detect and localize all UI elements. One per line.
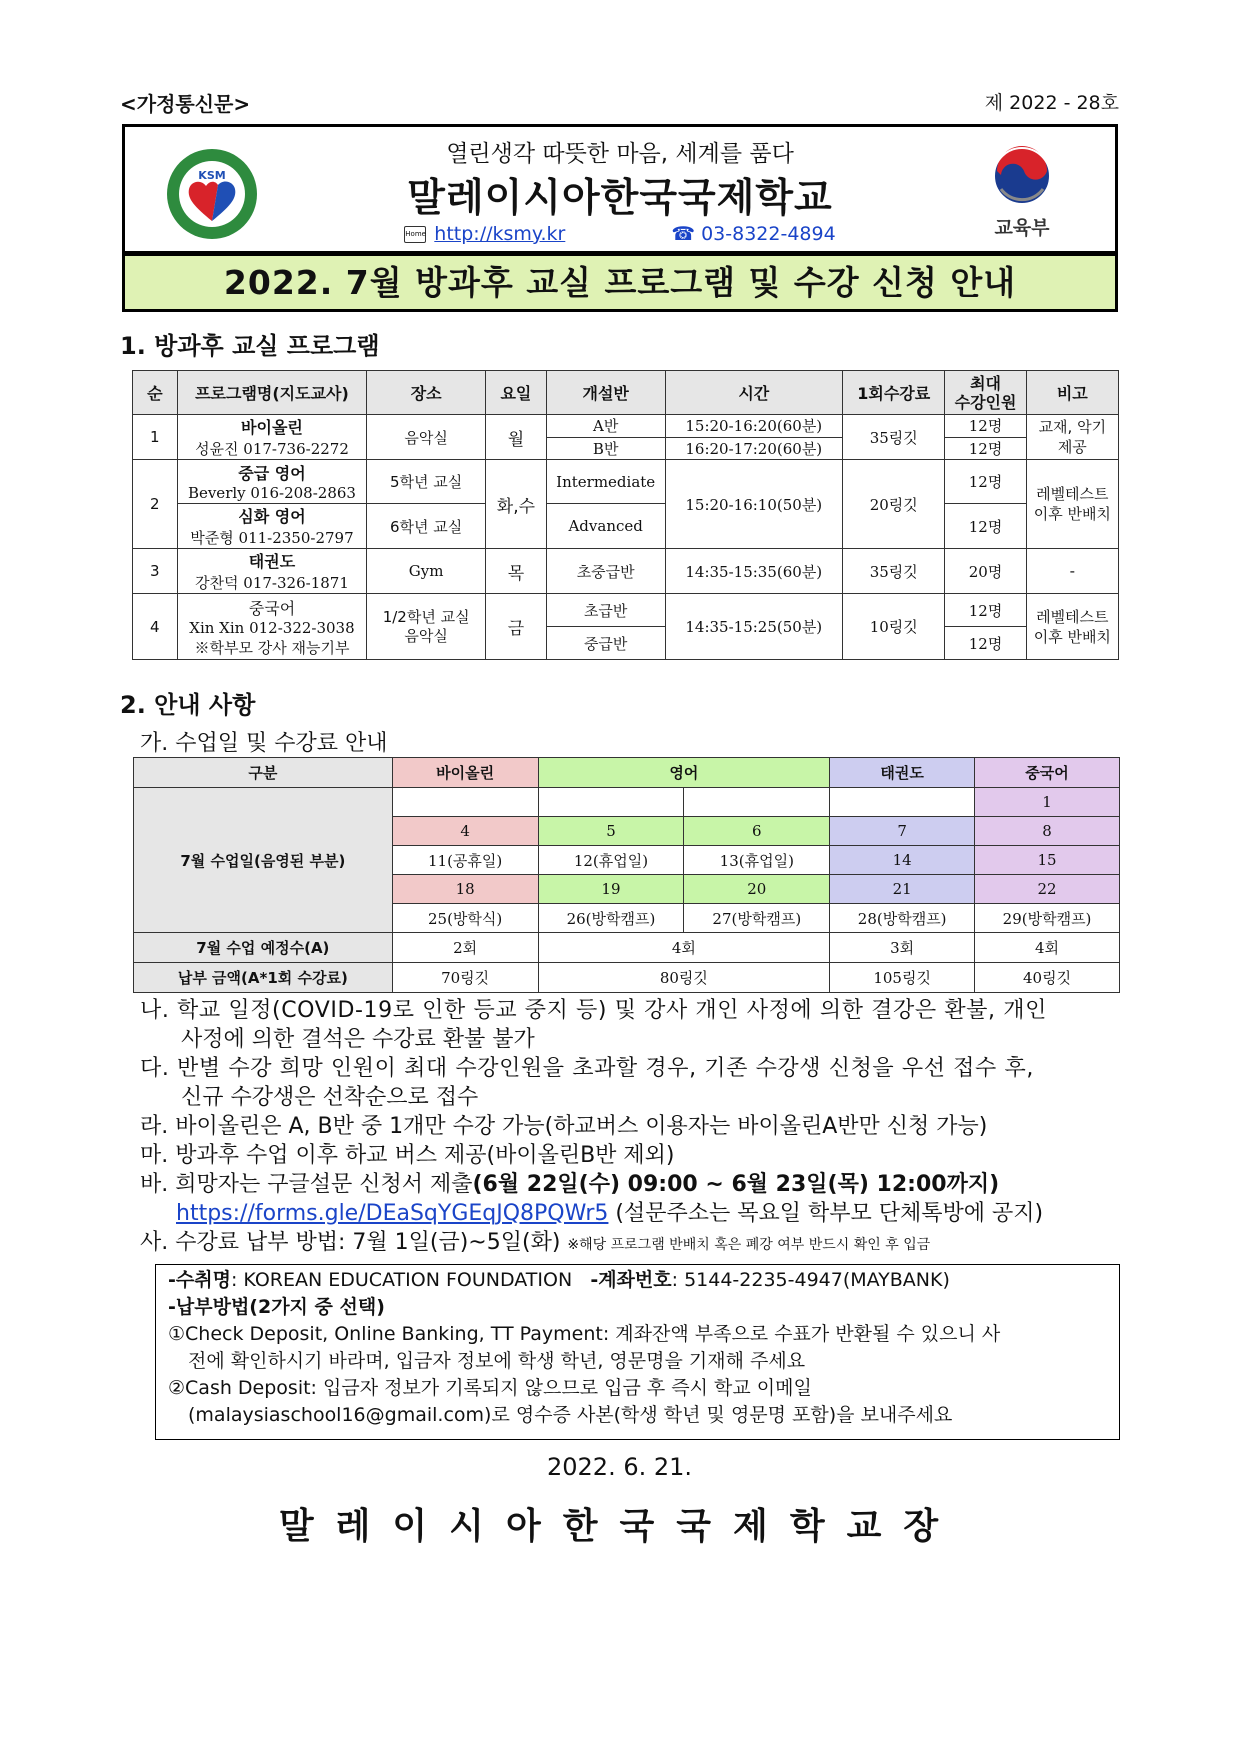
notice-text: 사정에 의한 결석은 수강료 환불 불가: [181, 1027, 535, 1052]
column-header: 프로그램명(지도교사): [177, 371, 367, 415]
notice-da: [140, 1054, 1125, 1112]
date-cell: 11(공휴일): [392, 846, 538, 875]
fee-cell: 20링깃: [843, 460, 945, 549]
date-cell: 5: [538, 817, 684, 846]
taegeuk-icon: [991, 145, 1053, 207]
payment-option-text: ①Check Deposit, Online Banking, TT Payment: 계좌잔액 부족으로 수표가 반환될 수 있으니 사: [168, 1323, 1001, 1345]
payment-info-box: [155, 1264, 1120, 1440]
column-header: 구분: [134, 758, 393, 788]
teacher-contact: Xin Xin 012-322-3038: [189, 618, 355, 637]
count-cell: 4회: [975, 933, 1120, 963]
program-name: 심화 영어: [238, 507, 306, 526]
capacity-cell: 12명: [945, 594, 1026, 627]
place-cell: 음악실: [367, 415, 486, 460]
fee-cell: 80링깃: [538, 963, 830, 993]
date-cell: 1: [975, 788, 1120, 817]
column-header: 순: [133, 371, 178, 415]
schedule-table: [133, 757, 1120, 993]
note-cell: 레벨테스트 이후 반배치: [1026, 460, 1118, 549]
day-cell: 화,수: [485, 460, 546, 549]
notice-sa: [140, 1228, 930, 1260]
payee-label: -수취명: [168, 1269, 231, 1291]
table-row: [134, 963, 1120, 993]
payment-option-text: (malaysiaschool16@gmail.com)로 영수증 사본(학생 학년 및 영문명 포함)을 보내주세요: [188, 1404, 953, 1426]
column-header: 장소: [367, 371, 486, 415]
account-value: : 5144-2235-4947(MAYBANK): [671, 1269, 950, 1291]
table-row: [134, 933, 1120, 963]
count-cell: 2회: [392, 933, 538, 963]
column-header: 태권도: [830, 758, 975, 788]
fee-cell: 10링깃: [843, 594, 945, 660]
class-cell: Advanced: [546, 504, 665, 549]
payee-value: : KOREAN EDUCATION FOUNDATION: [230, 1269, 573, 1291]
class-cell: B반: [546, 437, 665, 460]
program-cell: [177, 549, 367, 594]
row-number: 3: [133, 549, 178, 594]
website-link[interactable]: http://ksmy.kr: [434, 223, 566, 245]
teacher-note: ※학부모 강사 재능기부: [194, 638, 350, 657]
capacity-cell: 12명: [945, 415, 1026, 438]
capacity-cell: 20명: [945, 549, 1026, 594]
date-cell: [392, 788, 538, 817]
capacity-cell: 12명: [945, 627, 1026, 660]
notice-text: (설문주소는 목요일 학부모 단체톡방에 공지): [608, 1201, 1044, 1226]
class-cell: 초급반: [546, 594, 665, 627]
payment-option-text: 전에 확인하시기 바라며, 입금자 정보에 학생 학년, 영문명을 기재해 주세요: [188, 1350, 806, 1372]
notice-text: 신규 수강생은 선착순으로 접수: [181, 1085, 479, 1110]
payment-option-text: ②Cash Deposit: 입금자 정보가 기록되지 않으므로 입금 후 즉시 학교 이메일: [168, 1377, 812, 1399]
teacher-contact: 박준형 011-2350-2797: [190, 529, 354, 547]
teacher-contact: Beverly 016-208-2863: [187, 484, 356, 502]
column-header: 바이올린: [392, 758, 538, 788]
place-cell: 6학년 교실: [367, 504, 486, 549]
school-slogan: 열린생각 따뜻한 마음, 세계를 품다: [446, 141, 794, 167]
notice-ma: 마. 방과후 수업 이후 하교 버스 제공(바이올린B반 제외): [140, 1143, 675, 1168]
program-table: [132, 370, 1119, 660]
program-cell: [177, 504, 367, 549]
notice-text: 바. 희망자는 구글설문 신청서 제출: [140, 1172, 473, 1197]
column-header: 최대 수강인원: [945, 371, 1026, 415]
date-cell: 7: [830, 817, 975, 846]
place-cell: 1/2학년 교실 음악실: [367, 594, 486, 660]
date-cell: 22: [975, 875, 1120, 904]
class-cell: 초중급반: [546, 549, 665, 594]
ministry-logo: [977, 145, 1067, 245]
table-header-row: [134, 758, 1120, 788]
place-cell: Gym: [367, 549, 486, 594]
deadline-text: (6월 22일(수) 09:00 ~ 6월 23일(목) 12:00까지): [472, 1172, 1000, 1197]
fee-cell: 70링깃: [392, 963, 538, 993]
date-cell: 4: [392, 817, 538, 846]
date-cell: 27(방학캠프): [684, 904, 830, 933]
note-cell: 레벨테스트 이후 반배치: [1026, 594, 1118, 660]
date-cell: 25(방학식): [392, 904, 538, 933]
program-cell: [177, 460, 367, 504]
ministry-name: 교육부: [994, 217, 1050, 239]
program-cell: [177, 415, 367, 460]
notice-text: 사. 수강료 납부 방법: 7월 1일(금)~5일(화): [140, 1230, 568, 1255]
capacity-cell: 12명: [945, 437, 1026, 460]
table-header-row: [133, 371, 1119, 415]
date-cell: 26(방학캠프): [538, 904, 684, 933]
row-label: 7월 수업일(음영된 부분): [134, 788, 393, 933]
signer: 말레이시아한국국제학교장: [278, 1506, 961, 1547]
note-cell: 교재, 악기 제공: [1026, 415, 1118, 460]
notice-footnote: ※해당 프로그램 반배치 혹은 폐강 여부 반드시 확인 후 입금: [567, 1237, 931, 1253]
table-row: [133, 460, 1119, 504]
class-cell: A반: [546, 415, 665, 438]
phone-icon: ☎: [671, 223, 696, 245]
survey-link[interactable]: https://forms.gle/DEaSqYGEqJQ8PQWr5: [176, 1201, 609, 1226]
day-cell: 금: [485, 594, 546, 660]
date-cell: 20: [684, 875, 830, 904]
table-row: [134, 788, 1120, 817]
document-title: 2022. 7월 방과후 교실 프로그램 및 수강 신청 안내: [122, 254, 1118, 312]
capacity-cell: 12명: [945, 460, 1026, 504]
notice-ba: [140, 1170, 1043, 1228]
program-cell: [177, 594, 367, 660]
program-name: 중급 영어: [238, 464, 306, 483]
program-name: 중국어: [248, 598, 296, 618]
column-header: 개설반: [546, 371, 665, 415]
notice-text: 다. 반별 수강 희망 인원이 최대 수강인원을 초과할 경우, 기존 수강생 신청을 우선 접수 후,: [140, 1056, 1034, 1081]
column-header: 요일: [485, 371, 546, 415]
table-row: [133, 415, 1119, 438]
home-icon: Home: [404, 226, 426, 243]
date-cell: 29(방학캠프): [975, 904, 1120, 933]
date-cell: 12(휴업일): [538, 846, 684, 875]
table-row: [133, 594, 1119, 627]
date-cell: 15: [975, 846, 1120, 875]
row-number: 1: [133, 415, 178, 460]
document-type-label: <가정통신문>: [120, 92, 251, 116]
place-cell: 5학년 교실: [367, 460, 486, 504]
program-name: 바이올린: [241, 418, 303, 437]
day-cell: 월: [485, 415, 546, 460]
method-label: -납부방법(2가지 중 선택): [168, 1296, 385, 1318]
table-row: [133, 549, 1119, 594]
note-cell: -: [1026, 549, 1118, 594]
logo-lettering: KSM: [198, 169, 226, 182]
column-header: 중국어: [975, 758, 1120, 788]
notice-ra: 라. 바이올린은 A, B반 중 1개만 수강 가능(하교버스 이용자는 바이올린A반만 신청 가능): [140, 1114, 988, 1139]
subsection-heading: 가. 수업일 및 수강료 안내: [140, 731, 388, 756]
contact-line: [125, 223, 1115, 245]
count-cell: 4회: [538, 933, 830, 963]
fee-cell: 35링깃: [843, 549, 945, 594]
time-cell: 14:35-15:35(60분): [665, 549, 843, 594]
row-number: 4: [133, 594, 178, 660]
notice-na: [140, 996, 1125, 1054]
time-cell: 15:20-16:20(60분): [665, 415, 843, 438]
row-number: 2: [133, 460, 178, 549]
section-heading-programs: 1. 방과후 교실 프로그램: [120, 332, 380, 360]
account-label: -계좌번호: [590, 1269, 672, 1291]
date-cell: 13(휴업일): [684, 846, 830, 875]
capacity-cell: 12명: [945, 504, 1026, 549]
column-header: 시간: [665, 371, 843, 415]
section-heading-notices: 2. 안내 사항: [120, 691, 256, 719]
fee-cell: 105링깃: [830, 963, 975, 993]
count-cell: 3회: [830, 933, 975, 963]
column-header: 1회수강료: [843, 371, 945, 415]
teacher-contact: 강찬덕 017-326-1871: [195, 574, 349, 592]
date-cell: 19: [538, 875, 684, 904]
day-cell: 목: [485, 549, 546, 594]
time-cell: 15:20-16:10(50분): [665, 460, 843, 549]
date-cell: 6: [684, 817, 830, 846]
column-header: 영어: [538, 758, 830, 788]
row-label: 7월 수업 예정수(A): [134, 933, 393, 963]
table-row: [133, 504, 1119, 549]
issue-date: 2022. 6. 21.: [546, 1453, 693, 1481]
date-cell: 18: [392, 875, 538, 904]
fee-cell: 35링깃: [843, 415, 945, 460]
row-label: 납부 금액(A*1회 수강료): [134, 963, 393, 993]
notice-text: 나. 학교 일정(COVID-19로 인한 등교 중지 등) 및 강사 개인 사정에 의한 결강은 환불, 개인: [140, 998, 1047, 1023]
time-cell: 14:35-15:25(50분): [665, 594, 843, 660]
date-cell: 14: [830, 846, 975, 875]
fee-cell: 40링깃: [975, 963, 1120, 993]
issue-number: 제 2022 - 28호: [984, 92, 1119, 114]
date-cell: 21: [830, 875, 975, 904]
teacher-contact: 성윤진 017-736-2272: [195, 440, 349, 458]
school-header: [122, 124, 1118, 254]
date-cell: [684, 788, 830, 817]
date-cell: [830, 788, 975, 817]
class-cell: 중급반: [546, 627, 665, 660]
time-cell: 16:20-17:20(60분): [665, 437, 843, 460]
school-name: 말레이시아한국국제학교: [407, 176, 833, 221]
phone-number: 03-8322-4894: [701, 223, 836, 245]
column-header: 비고: [1026, 371, 1118, 415]
class-cell: Intermediate: [546, 460, 665, 504]
program-name: 태권도: [248, 552, 296, 571]
date-cell: [538, 788, 684, 817]
date-cell: 28(방학캠프): [830, 904, 975, 933]
date-cell: 8: [975, 817, 1120, 846]
